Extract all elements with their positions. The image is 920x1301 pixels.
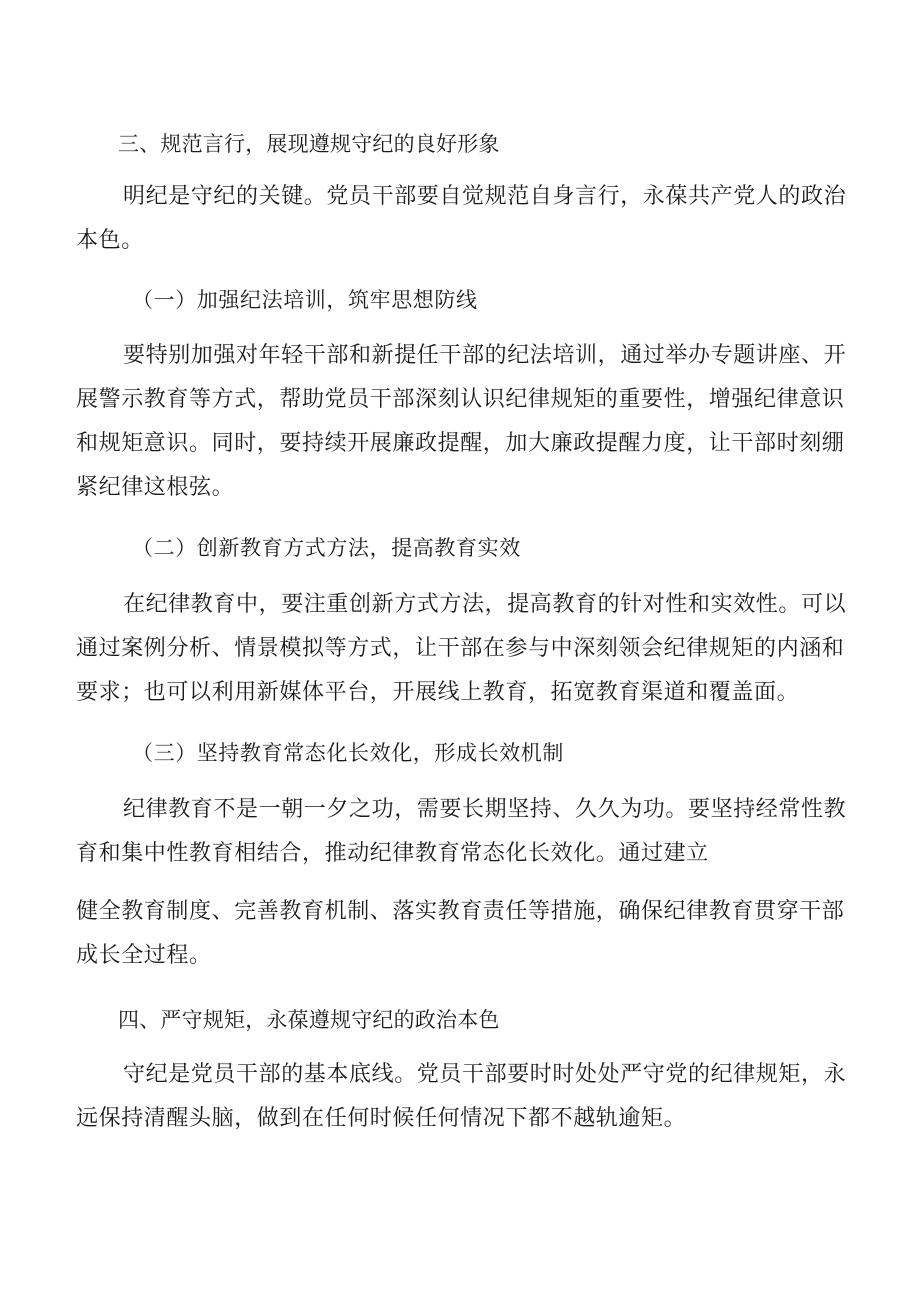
subsection-1-line-4: 紧纪律这根弦。 — [76, 475, 235, 500]
subsection-2-line-3: 要求；也可以利用新媒体平台，开展线上教育，拓宽教育渠道和覆盖面。 — [76, 680, 800, 705]
subsection-3-line-3: 健全教育制度、完善教育机制、落实教育责任等措施，确保纪律教育贯穿干部 — [76, 899, 845, 924]
subsection-1-line-1: 要特别加强对年轻干部和新提任干部的纪法培训，通过举办专题讲座、开 — [123, 343, 847, 368]
section-3-heading: 三、规范言行，展现遵规守纪的良好形象 — [118, 132, 500, 156]
subsection-3-line-2: 育和集中性教育相结合，推动纪律教育常态化长效化。通过建立 — [76, 841, 709, 866]
section-4-line-2: 远保持清醒头脑，做到在任何时候任何情况下都不越轨逾矩。 — [76, 1106, 687, 1131]
section-4-line-1: 守纪是党员干部的基本底线。党员干部要时时处处严守党的纪律规矩，永 — [123, 1062, 847, 1087]
section-4-heading: 四、严守规矩，永葆遵规守纪的政治本色 — [118, 1008, 500, 1032]
subsection-3-title: （三）坚持教育常态化长效化，形成长效机制 — [132, 741, 564, 765]
section-3-intro-line-2: 本色。 — [76, 228, 144, 253]
subsection-1-line-2: 展警示教育等方式，帮助党员干部深刻认识纪律规矩的重要性，增强纪律意识 — [76, 387, 845, 412]
subsection-2-line-1: 在纪律教育中，要注重创新方式方法，提高教育的针对性和实效性。可以 — [123, 592, 847, 617]
subsection-3-line-1: 纪律教育不是一朝一夕之功，需要长期坚持、久久为功。要坚持经常性教 — [123, 797, 847, 822]
subsection-2-title: （二）创新教育方式方法，提高教育实效 — [132, 536, 521, 560]
subsection-1-title: （一）加强纪法培训，筑牢思想防线 — [132, 288, 478, 312]
subsection-3-line-4: 成长全过程。 — [76, 943, 212, 968]
subsection-2-line-2: 通过案例分析、情景模拟等方式，让干部在参与中深刻领会纪律规矩的内涵和 — [76, 636, 845, 661]
section-3-intro-line-1: 明纪是守纪的关键。党员干部要自觉规范自身言行，永葆共产党人的政治 — [123, 184, 847, 209]
subsection-1-line-3: 和规矩意识。同时，要持续开展廉政提醒，加大廉政提醒力度，让干部时刻绷 — [76, 431, 845, 456]
